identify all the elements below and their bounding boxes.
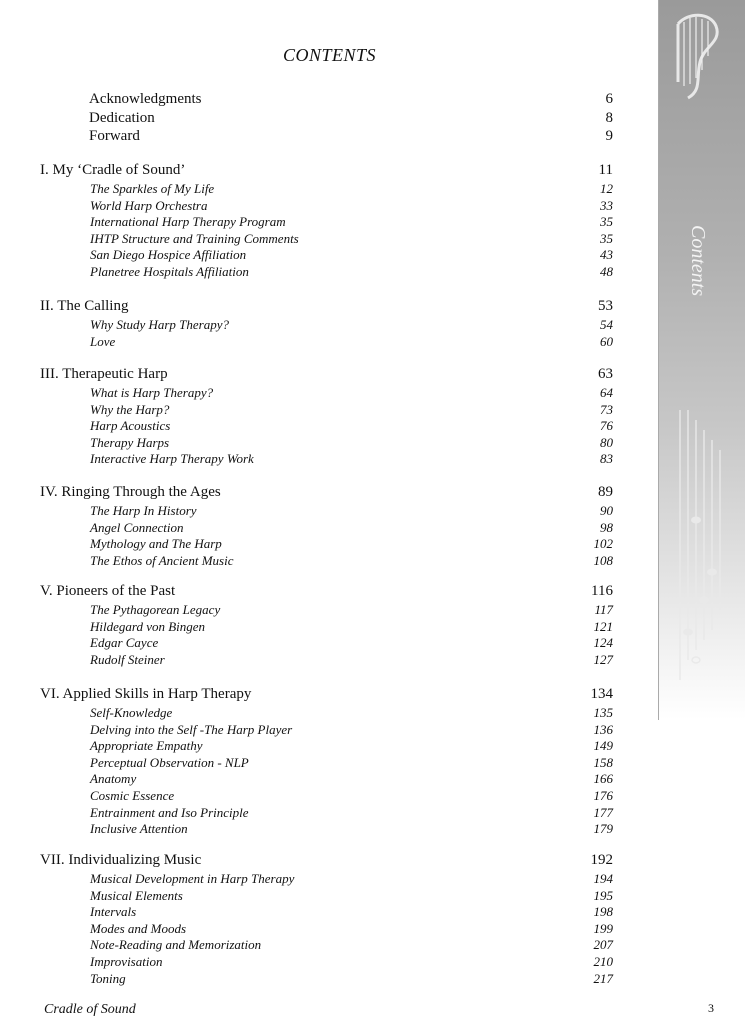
- section-entry-page: 121: [593, 618, 613, 634]
- page-number: 3: [708, 1001, 714, 1015]
- section-entry-page: 158: [593, 754, 613, 770]
- chapter-entry-page: 63: [598, 366, 613, 382]
- section-entry-title: Self-Knowledge: [90, 705, 173, 720]
- section-entry-title: What is Harp Therapy?: [90, 385, 214, 400]
- section-entry-page: 43: [600, 247, 613, 263]
- section-entry-page: 194: [593, 871, 613, 886]
- section-entry-page: 64: [600, 385, 613, 400]
- section-entry-page: 35: [600, 230, 613, 246]
- section-entry-page: 210: [593, 954, 613, 969]
- section-entry-title: Harp Acoustics: [90, 418, 171, 434]
- section-entry: [0, 247, 754, 265]
- section-entry-page: 177: [593, 804, 613, 820]
- section-entry-title: Entrainment and Iso Principle: [90, 804, 249, 820]
- section-entry-page: 54: [600, 317, 613, 332]
- section-entry-title: Mythology and The Harp: [90, 536, 222, 552]
- section-entry: [0, 553, 754, 571]
- chapter-entry-page: 11: [598, 162, 613, 178]
- section-entry-page: 199: [593, 920, 613, 936]
- section-entry-page: 166: [593, 771, 613, 787]
- section-entry-page: 98: [600, 519, 613, 535]
- section-entry-page: 60: [600, 333, 613, 349]
- section-entry-title: San Diego Hospice Affiliation: [90, 247, 247, 263]
- front-matter-entry: [0, 110, 754, 128]
- chapter-entry-title: IV. Ringing Through the Ages: [40, 484, 221, 500]
- section-entry-page: 83: [600, 451, 613, 467]
- section-entry-page: 35: [600, 214, 613, 230]
- section-entry-title: Hildegard von Bingen: [90, 618, 206, 634]
- section-entry-page: 102: [593, 536, 613, 552]
- chapter-entry: [0, 162, 754, 180]
- section-entry: [0, 451, 754, 469]
- section-entry-title: Anatomy: [90, 771, 137, 787]
- section-entry-page: 108: [593, 552, 613, 568]
- section-entry-title: The Ethos of Ancient Music: [90, 552, 234, 568]
- section-entry: [0, 652, 754, 670]
- section-entry-page: 73: [600, 401, 613, 417]
- section-entry-title: Love: [90, 333, 116, 349]
- section-entry-page: 149: [593, 738, 613, 754]
- section-entry-title: Rudolf Steiner: [90, 651, 165, 667]
- front-matter-entry-page: 8: [605, 109, 613, 126]
- section-entry-title: Perceptual Observation - NLP: [90, 754, 249, 770]
- section-entry: [0, 214, 754, 232]
- section-entry: [0, 805, 754, 823]
- front-matter-entry: [0, 91, 754, 109]
- section-entry: [0, 788, 754, 806]
- section-entry: [0, 738, 754, 756]
- section-entry-title: Angel Connection: [90, 519, 184, 535]
- section-entry-title: World Harp Orchestra: [90, 197, 208, 213]
- section-entry-page: 198: [593, 904, 613, 920]
- chapter-entry-title: I. My ‘Cradle of Sound’: [40, 162, 186, 178]
- chapter-entry: [0, 852, 754, 870]
- section-entry: [0, 385, 754, 403]
- chapter-entry-title: III. Therapeutic Harp: [40, 366, 168, 382]
- section-entry-title: Why the Harp?: [90, 401, 170, 417]
- section-entry-page: 80: [600, 434, 613, 450]
- section-entry: [0, 536, 754, 554]
- section-entry-title: The Harp In History: [90, 503, 197, 518]
- section-entry: [0, 937, 754, 955]
- section-entry: [0, 971, 754, 989]
- section-entry-title: Interactive Harp Therapy Work: [90, 451, 254, 467]
- section-entry: [0, 871, 754, 889]
- section-entry-title: Toning: [90, 970, 126, 986]
- section-entry: [0, 520, 754, 538]
- chapter-entry: [0, 298, 754, 316]
- front-matter-entry-title: Forward: [89, 128, 140, 144]
- section-entry-title: Musical Development in Harp Therapy: [90, 871, 295, 886]
- section-entry-page: 127: [593, 651, 613, 667]
- section-entry: [0, 755, 754, 773]
- chapter-entry: [0, 484, 754, 502]
- footer-book-title: Cradle of Sound: [44, 1002, 136, 1017]
- section-entry: [0, 317, 754, 335]
- chapter-entry: [0, 366, 754, 384]
- section-entry: [0, 904, 754, 922]
- chapter-entry-page: 192: [590, 852, 613, 868]
- section-entry-page: 136: [593, 721, 613, 737]
- section-entry: [0, 619, 754, 637]
- section-entry-title: The Pythagorean Legacy: [90, 602, 221, 617]
- chapter-entry: [0, 686, 754, 704]
- section-entry-title: Note-Reading and Memorization: [90, 937, 262, 953]
- section-entry: [0, 181, 754, 199]
- chapter-entry-title: V. Pioneers of the Past: [40, 583, 176, 599]
- section-entry: [0, 954, 754, 972]
- sidebar-tab-label: Contents: [687, 225, 709, 297]
- section-entry: [0, 888, 754, 906]
- chapter-entry-page: 134: [590, 686, 613, 702]
- section-entry-title: The Sparkles of My Life: [90, 181, 215, 196]
- section-entry-title: Improvisation: [90, 954, 163, 969]
- section-entry-title: Musical Elements: [90, 887, 183, 903]
- section-entry-page: 217: [593, 970, 613, 986]
- section-entry: [0, 334, 754, 352]
- section-entry-title: Delving into the Self -The Harp Player: [90, 721, 293, 737]
- chapter-entry-title: VI. Applied Skills in Harp Therapy: [40, 686, 252, 702]
- front-matter-entry-title: Dedication: [89, 109, 155, 126]
- section-entry: [0, 722, 754, 740]
- section-entry-page: 48: [600, 264, 613, 279]
- section-entry: [0, 503, 754, 521]
- section-entry-page: 12: [600, 181, 613, 196]
- section-entry: [0, 602, 754, 620]
- section-entry-page: 76: [600, 418, 613, 434]
- section-entry-title: IHTP Structure and Training Comments: [90, 230, 299, 246]
- section-entry-title: Therapy Harps: [90, 434, 170, 450]
- section-entry: [0, 921, 754, 939]
- front-matter-entry-title: Acknowledgments: [89, 91, 202, 107]
- section-entry-title: Planetree Hospitals Affiliation: [90, 264, 249, 279]
- section-entry-title: Edgar Cayce: [90, 635, 159, 651]
- section-entry-title: Modes and Moods: [90, 920, 187, 936]
- section-entry: [0, 264, 754, 282]
- section-entry: [0, 635, 754, 653]
- section-entry: [0, 418, 754, 436]
- section-entry-page: 179: [593, 821, 613, 837]
- section-entry: [0, 821, 754, 839]
- section-entry-title: Appropriate Empathy: [90, 738, 203, 754]
- chapter-entry-title: VII. Individualizing Music: [40, 852, 202, 868]
- page-title: CONTENTS: [283, 45, 377, 65]
- section-entry-page: 195: [593, 887, 613, 903]
- section-entry-page: 124: [593, 635, 613, 651]
- section-entry: [0, 198, 754, 216]
- section-entry: [0, 402, 754, 420]
- section-entry-page: 90: [600, 503, 613, 518]
- section-entry-title: Inclusive Attention: [90, 821, 188, 837]
- chapter-entry: [0, 583, 754, 601]
- section-entry: [0, 435, 754, 453]
- section-entry-title: Intervals: [90, 904, 137, 920]
- section-entry-title: Why Study Harp Therapy?: [90, 317, 230, 332]
- chapter-entry-page: 116: [591, 583, 613, 599]
- section-entry-page: 176: [593, 788, 613, 803]
- front-matter-entry-page: 9: [605, 128, 613, 144]
- chapter-entry-title: II. The Calling: [40, 298, 129, 314]
- section-entry-page: 207: [593, 937, 613, 953]
- chapter-entry-page: 53: [598, 298, 613, 314]
- section-entry: [0, 231, 754, 249]
- front-matter-entry-page: 6: [605, 91, 613, 107]
- section-entry-page: 33: [600, 197, 613, 213]
- section-entry-title: Cosmic Essence: [90, 788, 175, 803]
- section-entry-page: 135: [593, 705, 613, 720]
- harp-icon: [664, 12, 728, 102]
- chapter-entry-page: 89: [598, 484, 613, 500]
- section-entry-title: International Harp Therapy Program: [90, 214, 286, 230]
- section-entry-page: 117: [594, 602, 613, 617]
- section-entry: [0, 771, 754, 789]
- front-matter-entry: [0, 128, 754, 146]
- section-entry: [0, 705, 754, 723]
